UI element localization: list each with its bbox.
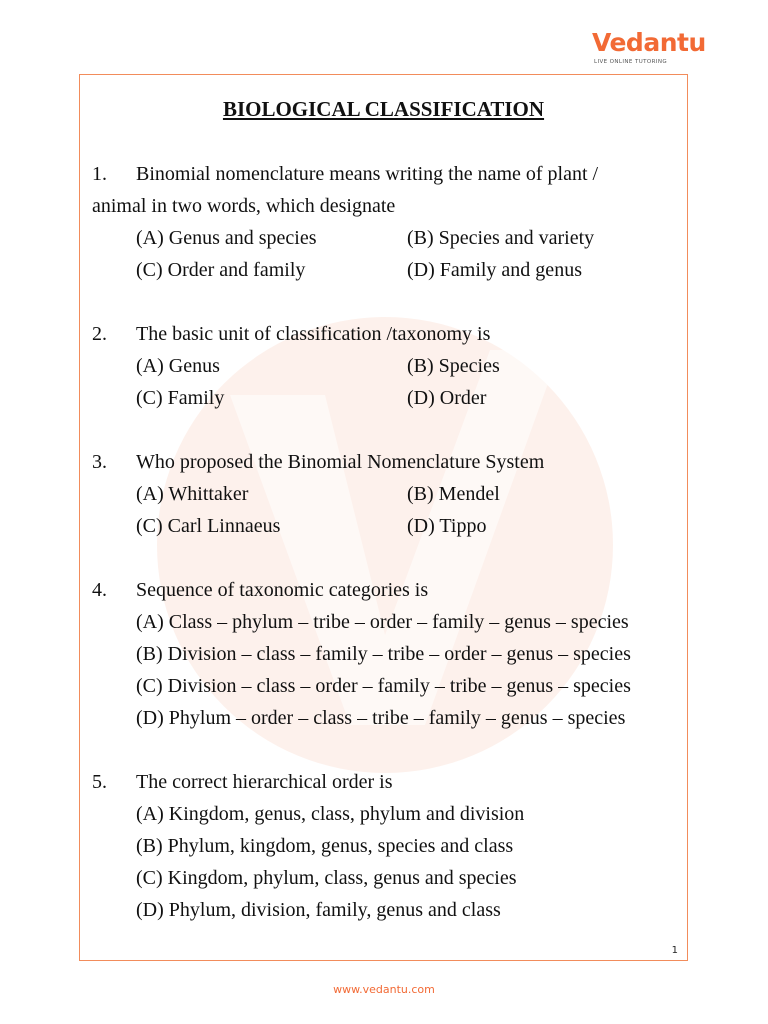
- option-a: (A) Kingdom, genus, class, phylum and division: [136, 803, 525, 825]
- question-stem: The correct hierarchical order is: [136, 771, 393, 793]
- option-d: (D) Tippo: [407, 515, 487, 537]
- option-b: (B) Phylum, kingdom, genus, species and class: [136, 835, 514, 857]
- page-title: BIOLOGICAL CLASSIFICATION: [222, 97, 545, 121]
- option-c: (C) Order and family: [136, 259, 306, 281]
- page-number: 1: [671, 945, 678, 956]
- option-d: (D) Family and genus: [407, 259, 582, 281]
- question-number: 2.: [92, 323, 107, 345]
- question-stem: Who proposed the Binomial Nomenclature System: [136, 451, 545, 473]
- option-a: (A) Genus: [136, 355, 220, 377]
- question-stem-continued: animal in two words, which designate: [92, 195, 396, 217]
- option-d: (D) Order: [407, 387, 487, 409]
- option-b: (B) Species: [407, 355, 500, 377]
- option-b: (B) Mendel: [407, 483, 500, 505]
- option-b: (B) Division – class – family – tribe – order – genus – species: [136, 643, 631, 665]
- option-d: (D) Phylum – order – class – tribe – family – genus – species: [136, 707, 626, 729]
- question-number: 3.: [92, 451, 107, 473]
- option-b: (B) Species and variety: [407, 227, 595, 249]
- question-number: 5.: [92, 771, 107, 793]
- logo-tagline: LIVE ONLINE TUTORING: [594, 59, 668, 65]
- question-number: 4.: [92, 579, 107, 601]
- logo-wordmark: Vedantu: [592, 28, 706, 57]
- question-stem: The basic unit of classification /taxonomy is: [136, 323, 491, 345]
- option-a: (A) Whittaker: [136, 483, 249, 505]
- question-number: 1.: [92, 163, 107, 185]
- page-frame: [79, 74, 688, 961]
- vedantu-logo: [592, 28, 706, 72]
- option-a: (A) Genus and species: [136, 227, 317, 249]
- option-c: (C) Division – class – order – family – tribe – genus – species: [136, 675, 631, 697]
- question-stem: Sequence of taxonomic categories is: [136, 579, 429, 601]
- option-a: (A) Class – phylum – tribe – order – family – genus – species: [136, 611, 629, 633]
- option-c: (C) Carl Linnaeus: [136, 515, 281, 537]
- question-stem: Binomial nomenclature means writing the name of plant /: [136, 163, 599, 185]
- option-d: (D) Phylum, division, family, genus and class: [136, 899, 501, 921]
- option-c: (C) Family: [136, 387, 225, 409]
- option-c: (C) Kingdom, phylum, class, genus and species: [136, 867, 517, 889]
- footer-link[interactable]: www.vedantu.com: [333, 983, 435, 996]
